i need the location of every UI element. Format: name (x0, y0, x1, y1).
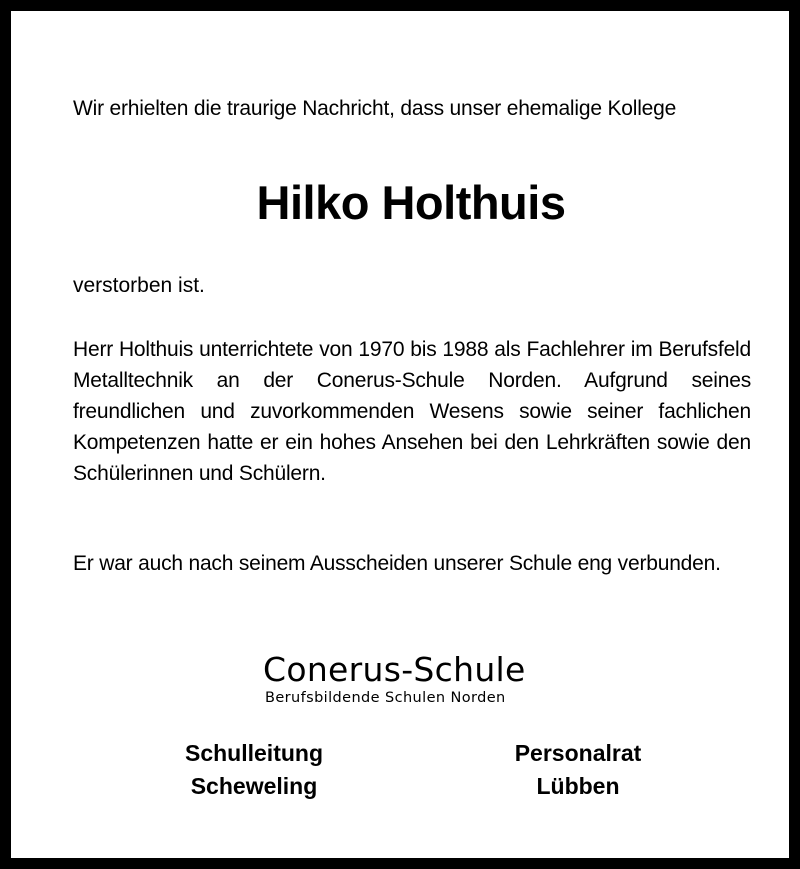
school-logo (263, 651, 563, 707)
body-paragraph-1: Herr Holthuis unterrichtete von 1970 bis 1988 als Fachlehrer im Berufsfeld Metalltechnik an der Conerus-Schule Norden. Aufgrund seines freundlichen und zuvorkommenden Wesens sowie seiner fachlichen Kompetenzen hatte er ein hohes Ansehen bei den Lehrkräften sowie den Schülerinnen und Schülern. (73, 338, 751, 485)
school-logo-subtitle: Berufsbildende Schulen Norden (265, 690, 506, 706)
verstorben-text: verstorben ist. (73, 274, 205, 297)
signature-name: Lübben (536, 773, 620, 799)
deceased-name: Hilko Holthuis (256, 176, 566, 229)
signature-name: Scheweling (190, 773, 318, 799)
signature-role: Personalrat (514, 740, 642, 766)
signature-personalrat (448, 737, 708, 803)
intro-text: Wir erhielten die traurige Nachricht, dass unser ehemalige Kollege (73, 97, 677, 120)
school-logo-title: Conerus-Schule (263, 650, 526, 689)
body-paragraph-2: Er war auch nach seinem Ausscheiden unserer Schule eng verbunden. (73, 552, 721, 575)
signature-schulleitung (124, 737, 384, 803)
signature-role: Schulleitung (185, 740, 323, 766)
